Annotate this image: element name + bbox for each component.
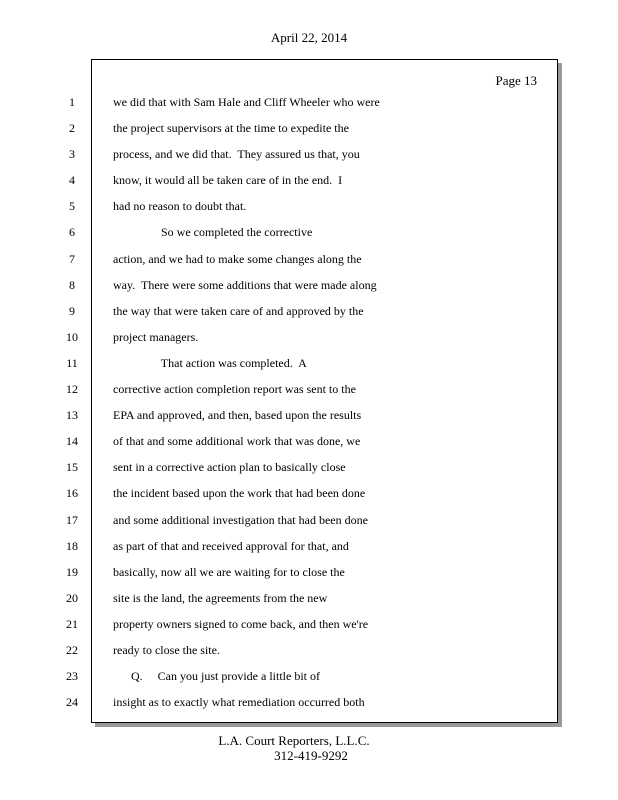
line-number: 10 (66, 329, 78, 344)
transcript-line (0, 380, 618, 406)
line-text: site is the land, the agreements from the new (113, 590, 328, 605)
line-number: 20 (66, 590, 78, 605)
line-text: and some additional investigation that had been done (113, 512, 368, 527)
line-number: 2 (69, 121, 75, 136)
reporter-firm: L.A. Court Reporters, L.L.C. (218, 733, 370, 748)
page-number: Page 13 (495, 73, 537, 88)
line-text: we did that with Sam Hale and Cliff Wheeler who were (113, 95, 380, 109)
reporter-phone: 312-419-9292 (274, 748, 348, 763)
line-number: 17 (66, 512, 78, 527)
transcript-date: April 22, 2014 (270, 30, 348, 45)
line-text: project managers. (113, 329, 199, 344)
transcript-line (0, 276, 618, 302)
line-text: So we completed the corrective (113, 225, 313, 240)
line-number: 23 (66, 669, 78, 684)
line-text: action, and we had to make some changes along the (113, 251, 362, 266)
line-number: 22 (66, 642, 78, 657)
line-text: That action was completed. A (113, 355, 307, 370)
transcript-line (0, 484, 618, 510)
line-text: EPA and approved, and then, based upon the results (113, 408, 362, 423)
line-number: 18 (66, 538, 78, 553)
transcript-line (0, 197, 618, 223)
line-number: 6 (69, 225, 75, 240)
transcript-line (0, 693, 618, 719)
transcript-line (0, 406, 618, 432)
line-text: of that and some additional work that was done, we (113, 434, 361, 449)
line-text: ready to close the site. (113, 642, 220, 657)
line-text: the project supervisors at the time to expedite the (113, 121, 349, 136)
line-number: 8 (69, 277, 75, 292)
transcript-line (0, 667, 618, 693)
transcript-line (0, 589, 618, 615)
transcript-line (0, 537, 618, 563)
line-number: 7 (69, 251, 75, 266)
line-text: the way that were taken care of and approved by the (113, 303, 364, 318)
line-text: sent in a corrective action plan to basically close (113, 460, 346, 475)
transcript-line (0, 93, 618, 119)
transcript-line (0, 432, 618, 458)
transcript-line (0, 328, 618, 354)
line-text: had no reason to doubt that. (113, 199, 247, 214)
transcript-line (0, 458, 618, 484)
line-number: 5 (69, 199, 75, 214)
line-number: 9 (69, 303, 75, 318)
transcript-line (0, 145, 618, 171)
line-text: property owners signed to come back, and then we're (113, 616, 369, 631)
line-number: 24 (66, 695, 78, 710)
transcript-line (0, 223, 618, 249)
line-text: Q. Can you just provide a little bit of (113, 669, 320, 684)
line-text: the incident based upon the work that had been done (113, 486, 366, 501)
line-number: 12 (66, 382, 78, 397)
transcript-line (0, 615, 618, 641)
line-text: corrective action completion report was sent to the (113, 382, 356, 397)
line-text: way. There were some additions that were made along (113, 277, 377, 292)
line-number: 21 (66, 616, 78, 631)
line-text: process, and we did that. They assured us that, you (113, 147, 360, 162)
line-number: 15 (66, 460, 78, 475)
line-number: 3 (69, 147, 75, 162)
transcript-line (0, 302, 618, 328)
line-number: 11 (66, 355, 78, 370)
line-number: 1 (69, 95, 75, 109)
transcript-lines (0, 93, 618, 719)
transcript-line (0, 511, 618, 537)
line-number: 4 (69, 173, 75, 188)
line-number: 13 (66, 408, 78, 423)
footer (0, 733, 618, 763)
transcript-line (0, 354, 618, 380)
line-text: insight as to exactly what remediation occurred both (113, 695, 365, 710)
line-number: 14 (66, 434, 78, 449)
line-text: basically, now all we are waiting for to close the (113, 564, 345, 579)
transcript-line (0, 250, 618, 276)
line-number: 16 (66, 486, 78, 501)
transcript-line (0, 171, 618, 197)
line-text: know, it would all be taken care of in the end. I (113, 173, 343, 188)
line-text: as part of that and received approval for that, and (113, 538, 349, 553)
transcript-line (0, 563, 618, 589)
transcript-line (0, 119, 618, 145)
line-number: 19 (66, 564, 78, 579)
transcript-line (0, 641, 618, 667)
